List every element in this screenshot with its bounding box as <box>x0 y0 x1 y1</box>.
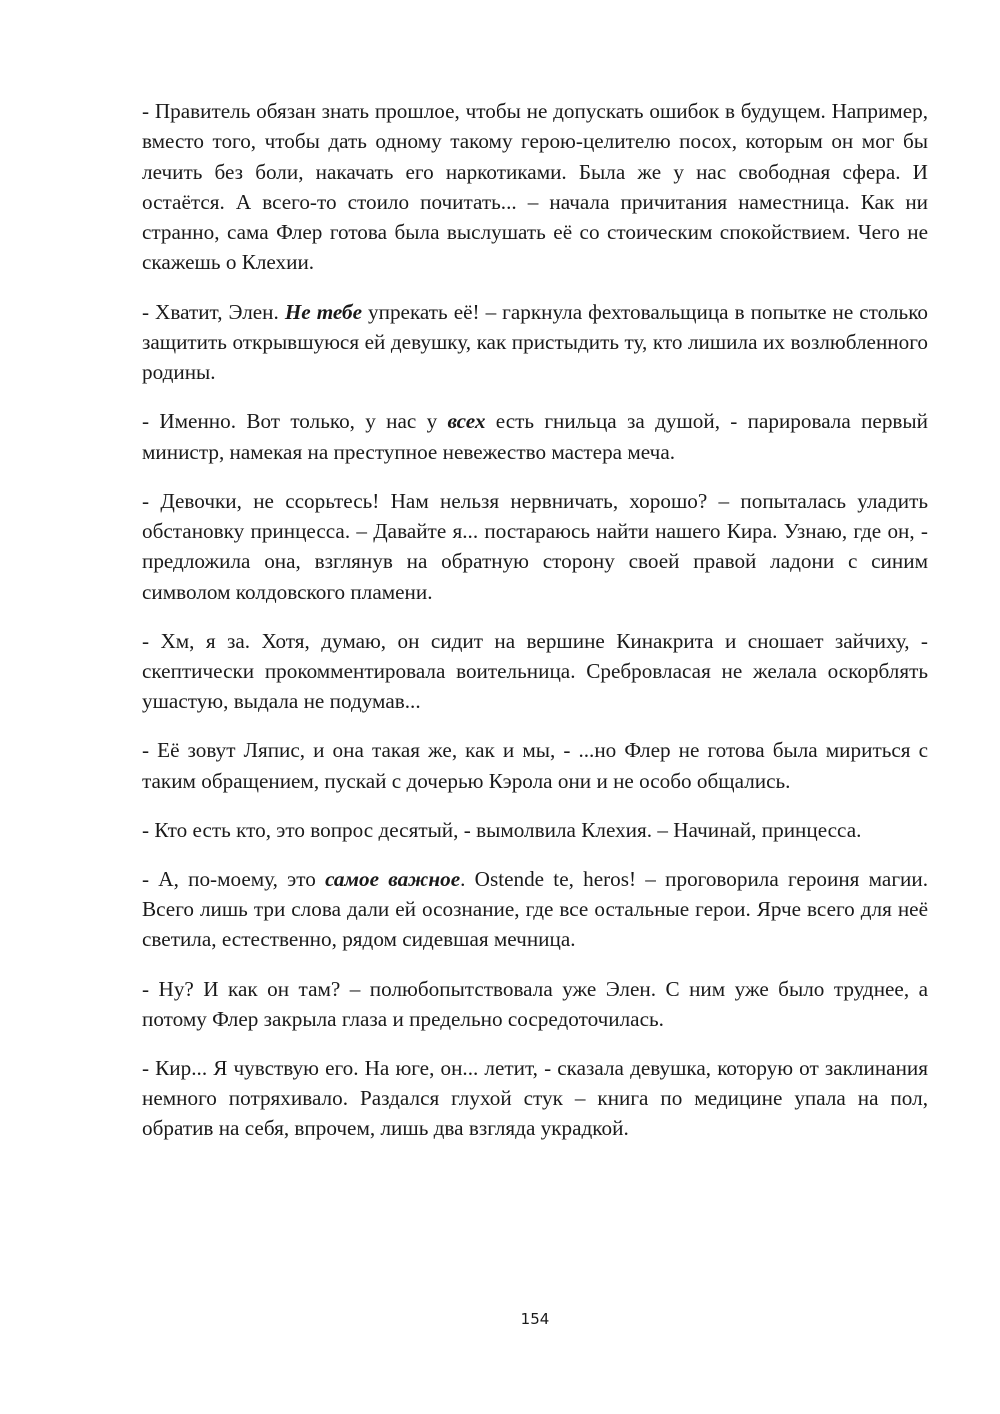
page-number: 154 <box>520 1310 550 1328</box>
text-segment: упрекать её! – гаркнула фехтовальщица в попытке не столько защитить открывшуюся ей девушку, как пристыдить ту, кто лишила их возлюбленного родины. <box>142 299 929 385</box>
text-segment: - Правитель обязан знать прошлое, чтобы не допускать ошибок в будущем. Например, вместо того, чтобы дать одному такому герою-целителю посох, которым он мог бы лечить без боли, накачать его наркотиками. Была же у нас свободная сфера. И остаётся. А всего-то стоило почитать... – начала причитания наместница. Как ни странно, сама Флер готова была выслушать её со стоическим спокойствием. Чего не скажешь о Клехии. <box>142 99 928 275</box>
emphasized-text: Не тебе <box>284 299 363 324</box>
text-segment: есть гнильца за душой, - парировала первый министр, намекая на преступное невежество мастера меча. <box>142 409 928 464</box>
page-body <box>142 96 928 1163</box>
paragraph <box>142 735 928 796</box>
paragraph <box>142 406 928 467</box>
paragraph <box>142 297 928 388</box>
emphasized-text: самое важное <box>325 866 461 891</box>
text-segment: - Кир... Я чувствую его. На юге, он... летит, - сказала девушка, которую от заклинания немного потряхивало. Раздался глухой стук – книга по медицине упала на пол, обратив на себя, впрочем, лишь два взгляда украдкой. <box>142 1055 928 1141</box>
paragraph <box>142 815 928 845</box>
paragraph <box>142 864 928 955</box>
text-segment: - Хватит, Элен. <box>142 299 285 324</box>
paragraph <box>142 974 928 1035</box>
paragraph <box>142 486 928 607</box>
emphasized-text: всех <box>447 409 486 434</box>
paragraph <box>142 1053 928 1144</box>
text-segment: - А, по-моему, это <box>142 866 326 891</box>
text-segment: - Именно. Вот только, у нас у <box>142 409 448 434</box>
text-segment: - Ну? И как он там? – полюбопытствовала уже Элен. С ним уже было труднее, а потому Флер закрыла глаза и предельно сосредоточилась. <box>142 976 928 1031</box>
text-segment: - Хм, я за. Хотя, думаю, он сидит на вершине Кинакрита и сношает зайчиху, - скептически прокомментировала воительница. Сребровласая не желала оскорблять ушастую, выдала не подумав... <box>142 628 928 714</box>
text-segment: - Кто есть кто, это вопрос десятый, - вымолвила Клехия. – Начинай, принцесса. <box>142 817 862 842</box>
text-segment: . Ostende te, heros! – проговорила героиня магии. Всего лишь три слова дали ей осознание, где все остальные герои. Ярче всего для неё светила, естественно, рядом сидевшая мечница. <box>142 866 928 952</box>
paragraph <box>142 96 928 278</box>
paragraph <box>142 626 928 717</box>
text-segment: - Её зовут Ляпис, и она такая же, как и мы, - ...но Флер не готова была мириться с таким обращением, пускай с дочерью Кэрола они и не особо общались. <box>142 738 928 793</box>
text-segment: - Девочки, не ссорьтесь! Нам нельзя нервничать, хорошо? – попыталась уладить обстановку принцесса. – Давайте я... постараюсь найти нашего Кира. Узнаю, где он, - предложила она, взглянув на обратную сторону своей правой ладони с синим символом колдовского пламени. <box>142 488 928 604</box>
